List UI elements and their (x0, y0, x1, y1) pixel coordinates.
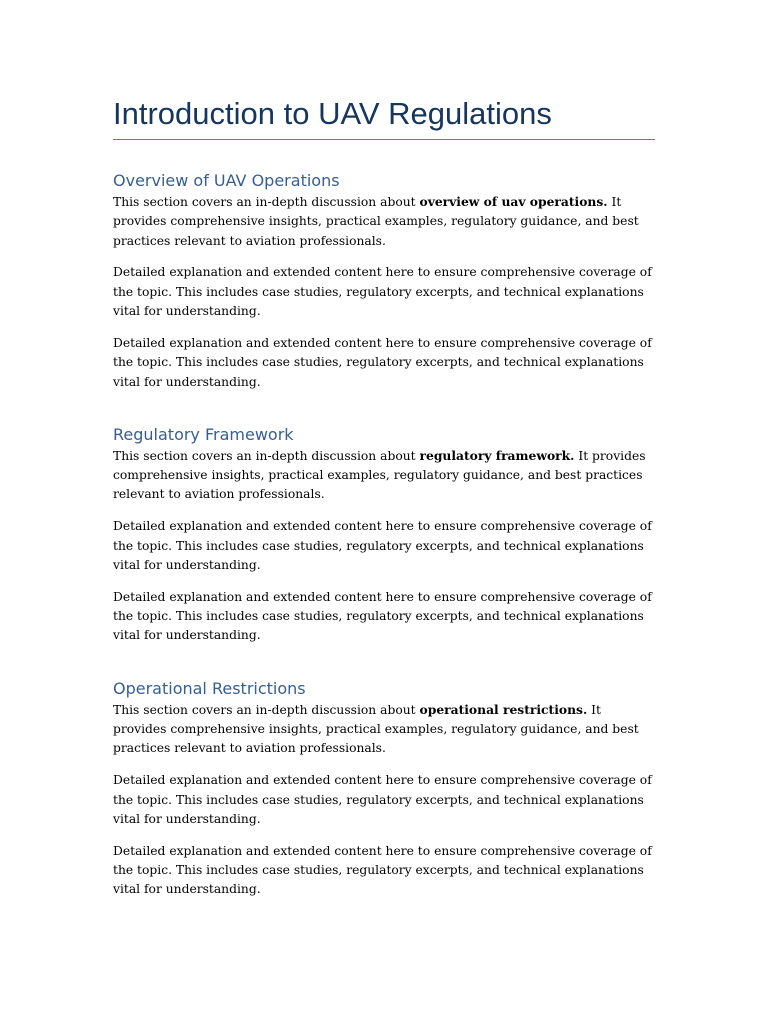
detail-paragraph: Detailed explanation and extended content here to ensure comprehensive coverage of the topic. This includes case studies, regulatory excerpts, and technical explanations vital for understanding. (113, 265, 652, 319)
section-operational-restrictions (113, 679, 655, 900)
section-regulatory-framework (113, 425, 655, 646)
section-heading: Overview of UAV Operations (113, 171, 340, 190)
section-heading: Regulatory Framework (113, 424, 294, 444)
section-intro-paragraph (113, 700, 655, 759)
intro-text-before: This section covers an in-depth discussion about (113, 448, 420, 463)
intro-bold-topic: operational restrictions. (419, 701, 588, 717)
intro-text-after: It provides comprehensive insights, practical examples, regulatory guidance, and best practices relevant to aviation professionals. (113, 448, 646, 502)
section-intro-paragraph (113, 192, 655, 251)
document-title: Introduction to UAV Regulations (113, 94, 655, 140)
section-intro-paragraph (113, 446, 655, 505)
document-page (113, 94, 655, 900)
detail-paragraph: Detailed explanation and extended content here to ensure comprehensive coverage of the topic. This includes case studies, regulatory excerpts, and technical explanations vital for understanding. (113, 843, 652, 897)
intro-text-before: This section covers an in-depth discussion about (113, 195, 420, 209)
intro-text-after: It provides comprehensive insights, practical examples, regulatory guidance, and best practices relevant to aviation professionals. (113, 195, 639, 248)
intro-bold-topic: overview of uav operations. (419, 194, 608, 209)
section-overview-of-uav-operations (113, 171, 655, 392)
detail-paragraph: Detailed explanation and extended content here to ensure comprehensive coverage of the topic. This includes case studies, regulatory excerpts, and technical explanations vital for understanding. (113, 773, 652, 826)
detail-paragraph: Detailed explanation and extended content here to ensure comprehensive coverage of the topic. This includes case studies, regulatory excerpts, and technical explanations vital for understanding. (113, 519, 652, 572)
detail-paragraph: Detailed explanation and extended content here to ensure comprehensive coverage of the topic. This includes case studies, regulatory excerpts, and technical explanations vital for understanding. (113, 589, 652, 643)
detail-paragraph: Detailed explanation and extended content here to ensure comprehensive coverage of the topic. This includes case studies, regulatory excerpts, and technical explanations vital for understanding. (113, 335, 652, 389)
intro-bold-topic: regulatory framework. (419, 447, 575, 463)
section-heading: Operational Restrictions (113, 678, 306, 698)
intro-text-after: It provides comprehensive insights, practical examples, regulatory guidance, and best practices relevant to aviation professionals. (113, 702, 639, 756)
intro-text-before: This section covers an in-depth discussion about (113, 702, 420, 717)
